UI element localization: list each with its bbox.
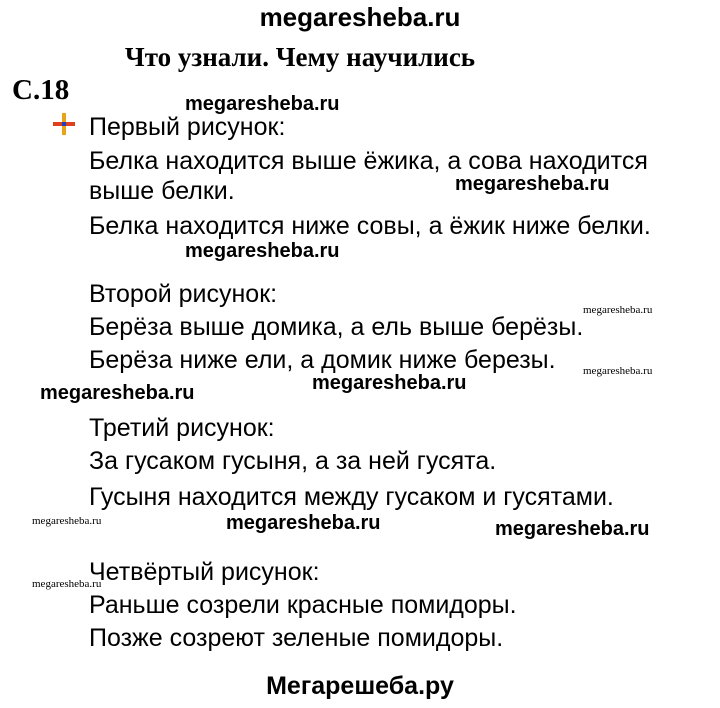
section-1-title: Первый рисунок:	[89, 113, 286, 141]
section-1-line-2: выше белки.	[89, 177, 235, 205]
page-number: С.18	[12, 74, 70, 106]
section-4-title: Четвёртый рисунок:	[89, 558, 320, 586]
watermark: megaresheba.ru	[455, 173, 610, 195]
section-2-line-2: Берёза ниже ели, а домик ниже березы.	[89, 346, 556, 374]
section-1-line-3: Белка находится ниже совы, а ёжик ниже белки.	[89, 212, 651, 240]
section-3-line-1: За гусаком гусыня, а за ней гусята.	[89, 447, 497, 475]
watermark: megaresheba.ru	[583, 304, 653, 316]
watermark: megaresheba.ru	[32, 515, 102, 527]
section-3-title: Третий рисунок:	[89, 414, 275, 442]
watermark: megaresheba.ru	[312, 372, 467, 394]
watermark: megaresheba.ru	[32, 578, 102, 590]
section-3-line-2: Гусыня находится между гусаком и гусятами.	[89, 483, 614, 511]
site-header: megaresheba.ru	[259, 2, 461, 32]
section-1-line-1: Белка находится выше ёжика, а сова находится	[89, 147, 648, 175]
watermark: megaresheba.ru	[40, 382, 195, 404]
site-footer: Мегарешеба.ру	[266, 672, 454, 700]
page-heading: Что узнали. Чему научились	[124, 42, 476, 72]
section-2-line-1: Берёза выше домика, а ель выше берёзы.	[89, 313, 584, 341]
watermark: megaresheba.ru	[226, 512, 381, 534]
star-bullet-icon	[52, 112, 76, 136]
watermark: megaresheba.ru	[185, 240, 340, 262]
watermark: megaresheba.ru	[495, 518, 650, 540]
watermark: megaresheba.ru	[185, 93, 340, 115]
section-4-line-1: Раньше созрели красные помидоры.	[89, 591, 517, 619]
watermark: megaresheba.ru	[583, 365, 653, 377]
section-4-line-2: Позже созреют зеленые помидоры.	[89, 624, 504, 652]
section-2-title: Второй рисунок:	[89, 280, 278, 308]
